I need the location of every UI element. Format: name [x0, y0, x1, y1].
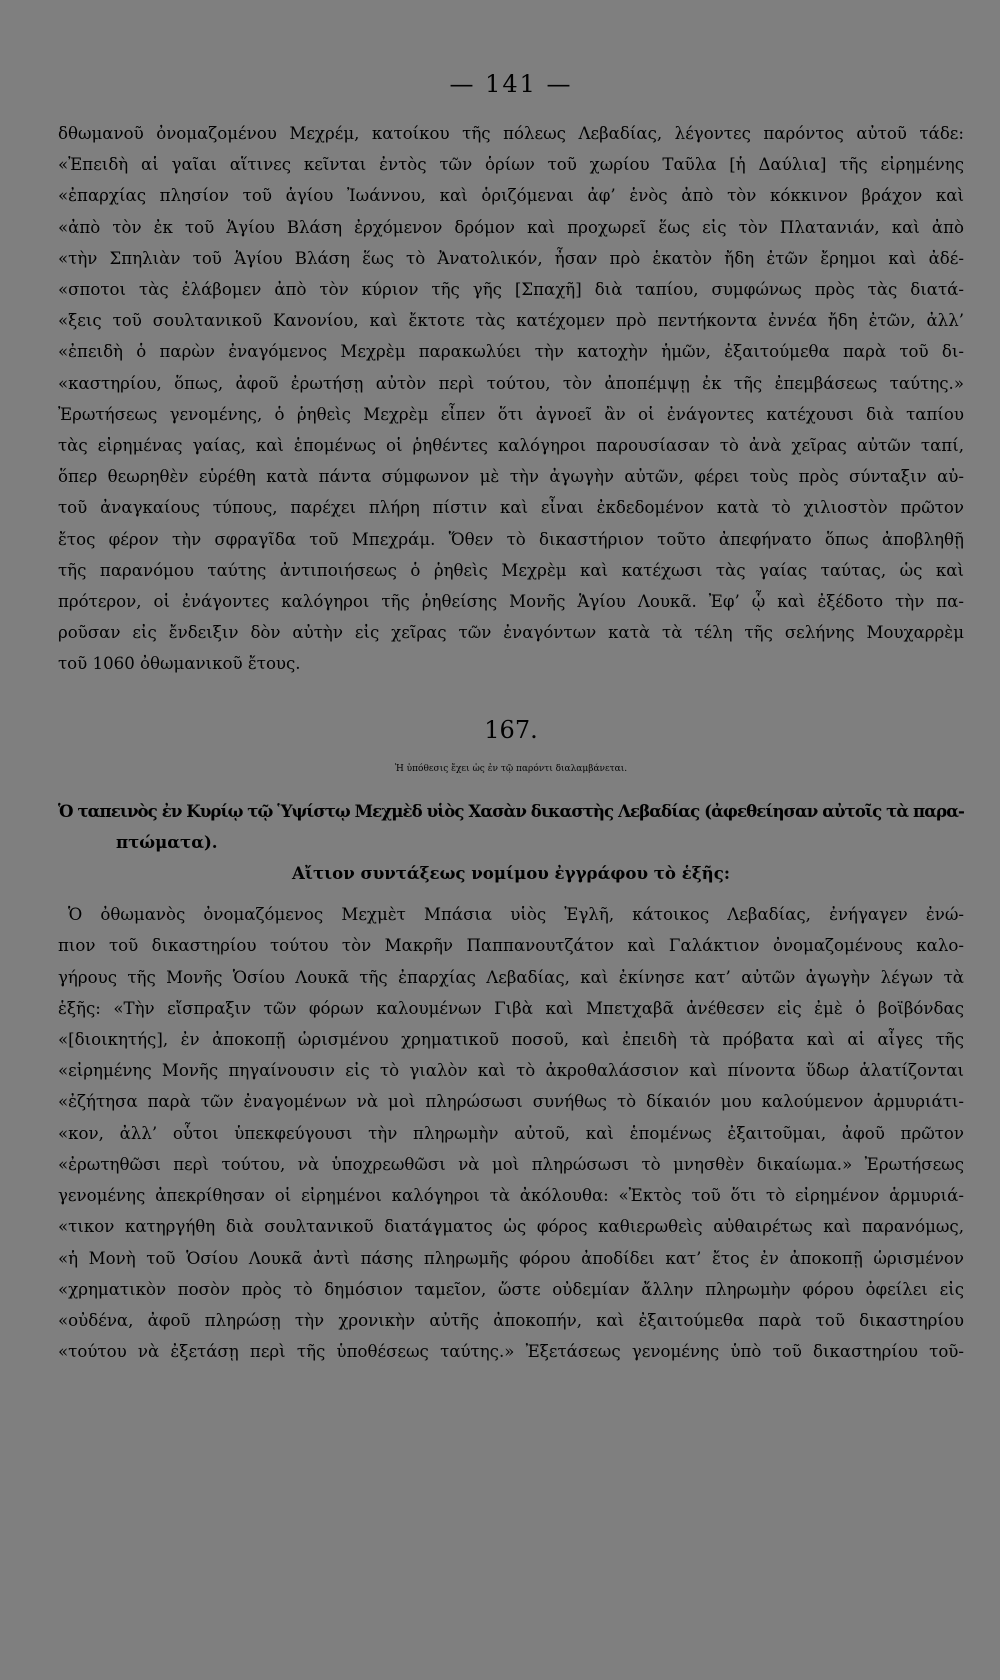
text-line: τοῦ ἀναγκαίους τύπους, παρέχει πλήρη πίστιν καὶ εἶναι ἐκδεδομένον κατὰ τὸ χιλιοστὸν πρῶτον: [58, 498, 964, 518]
text-line: «ἐπειδὴ ὁ παρὼν ἐναγόμενος Μεχρὲμ παρακωλύει τὴν κατοχὴν ἡμῶν, ἐξαιτούμεθα παρὰ τοῦ δι-: [58, 342, 964, 362]
paragraph-1: [58, 118, 964, 680]
text-line: «[διοικητής], ἐν ἀποκοπῇ ὡρισμένου χρηματικοῦ ποσοῦ, καὶ ἐπειδὴ τὰ πρόβατα καὶ αἱ αἶγες τῆς: [58, 1030, 964, 1050]
text-line: «χρηματικὸν ποσὸν πρὸς τὸ δημόσιον ταμεῖον, ὥστε οὐδεμίαν ἄλλην πληρωμὴν φόρου ὀφείλει εἰς: [58, 1279, 964, 1299]
text-line: «ἀπὸ τὸν ἐκ τοῦ Ἁγίου Βλάση ἐρχόμενον δρόμον καὶ προχωρεῖ ἕως εἰς τὸν Πλατανιάν, καὶ ἀπὸ: [58, 217, 964, 237]
text-line: «Ἐπειδὴ αἱ γαῖαι αἵτινες κεῖνται ἐντὸς τῶν ὁρίων τοῦ χωρίου Ταῦλα [ἡ Δαύλια] τῆς εἰρημένης: [58, 155, 964, 175]
text-line: Ὁ ὀθωμανὸς ὀνομαζόμενος Μεχμὲτ Μπάσια υἱὸς Ἐγλῆ, κάτοικος Λεβαδίας, ἐνήγαγεν ἐνώ-: [68, 905, 964, 925]
text-line: «ἡ Μονὴ τοῦ Ὁσίου Λουκᾶ ἀντὶ πάσης πληρωμῆς φόρου ἀποδίδει κατ’ ἔτος ἐν ἀποκοπῇ ὡρισμένον: [58, 1248, 964, 1268]
text-line: «ξεις τοῦ σουλτανικοῦ Κανονίου, καὶ ἔκτοτε τὰς κατέχομεν πρὸ πεντήκοντα ἐννέα ἤδη ἐτῶν, ἀλλ’: [58, 311, 964, 331]
case-note: Ἡ ὑπόθεσις ἔχει ὡς ἐν τῷ παρόντι διαλαμβάνεται.: [394, 763, 628, 774]
text-line: τῆς παρανόμου ταύτης ἀντιποιήσεως ὁ ῥηθεὶς Μεχρὲμ καὶ κατέχωσι τὰς γαίας ταύτας, ὡς καὶ: [58, 560, 964, 580]
text-line: δθωμανοῦ ὀνομαζομένου Μεχρέμ, κατοίκου τῆς πόλεως Λεβαδίας, λέγοντες παρόντος αὐτοῦ τάδε:: [58, 124, 964, 143]
text-line: πρότερον, οἱ ἐνάγοντες καλόγηροι τῆς ῥηθείσης Μονῆς Ἁγίου Λουκᾶ. Ἐφ’ ᾧ καὶ ἐξέδοτο τὴν πα-: [58, 592, 964, 612]
text-line: ἔτος φέρον τὴν σφραγῖδα τοῦ Μπεχράμ. Ὅθεν τὸ δικαστήριον τοῦτο ἀπεφήνατο ὅπως ἀποβληθῇ: [58, 529, 964, 549]
text-line: «κον, ἀλλ’ οὗτοι ὑπεκφεύγουσι τὴν πληρωμὴν αὐτοῦ, καὶ ἑπομένως ἐξαιτοῦμαι, ἀφοῦ πρῶτον: [58, 1123, 964, 1143]
text-line: γήρους τῆς Μονῆς Ὁσίου Λουκᾶ τῆς ἐπαρχίας Λεβαδίας, καὶ ἐκίνησε κατ’ αὐτῶν ἀγωγὴν λέγων τὰ: [58, 967, 964, 987]
text-line: «τικον κατηργήθη διὰ σουλτανικοῦ διατάγματος ὡς φόρος καθιερωθεὶς αὐθαιρέτως καὶ παρανόμως,: [58, 1217, 964, 1237]
paragraph-2: [58, 899, 964, 1367]
text-line: πιον τοῦ δικαστηρίου τούτου τὸν Μακρῆν Παππανουτζάτον καὶ Γαλάκτιον ὀνομαζομένους καλο-: [58, 936, 964, 956]
page-number: — 141 —: [449, 70, 573, 98]
text-line: «εἰρημένης Μονῆς πηγαίνουσιν εἰς τὸ γιαλὸν καὶ τὸ ἀκροθαλάσσιον καὶ πίνοντα ὕδωρ ἁλατίζονται: [58, 1061, 964, 1081]
text-line: «τὴν Σπηλιὰν τοῦ Ἁγίου Βλάση ἕως τὸ Ἀνατολικόν, ἦσαν πρὸ ἑκατὸν ἤδη ἐτῶν ἔρημοι καὶ ἀδέ-: [58, 248, 964, 268]
text-line: «οὐδένα, ἀφοῦ πληρώσῃ τὴν χρονικὴν αὐτῆς ἀποκοπήν, καὶ ἐξαιτούμεθα παρὰ τοῦ δικαστηρίου: [58, 1310, 964, 1330]
text-line: τοῦ 1060 ὀθωμανικοῦ ἔτους.: [58, 654, 301, 674]
text-line: «ἐπαρχίας πλησίον τοῦ ἁγίου Ἰωάννου, καὶ ὁριζόμεναι ἀφ’ ἑνὸς ἀπὸ τὸν κόκκινον βράχον καὶ: [58, 186, 964, 206]
text-line: «ἐρωτηθῶσι περὶ τούτου, νὰ ὑποχρεωθῶσι νὰ μοὶ πληρώσωσι τὸ μνησθὲν δικαίωμα.» Ἐρωτήσεως: [58, 1154, 964, 1174]
text-line: τὰς εἰρημένας γαίας, καὶ ἑπομένως οἱ ῥηθέντες καλόγηροι παρουσίασαν τὸ ἀνὰ χεῖρας αὐτῶν ταπί,: [58, 436, 964, 456]
text-line: «τούτου νὰ ἐξετάσῃ περὶ τῆς ὑποθέσεως ταύτης.» Ἐξετάσεως γενομένης ὑπὸ τοῦ δικαστηρίου τοῦ-: [58, 1342, 964, 1362]
text-line: «καστηρίου, ὅπως, ἀφοῦ ἐρωτήσῃ αὐτὸν περὶ τούτου, τὸν ἀποπέμψῃ ἐκ τῆς ἐπεμβάσεως ταύτης.»: [58, 373, 964, 393]
text-line: γενομένης ἀπεκρίθησαν οἱ εἰρημένοι καλόγηροι τὰ ἀκόλουθα: «Ἐκτὸς τοῦ ὅτι τὸ εἰρημένον ἁρμυριά-: [58, 1186, 964, 1206]
text-line: «ἐζήτησα παρὰ τῶν ἐναγομένων νὰ μοὶ πληρώσωσι συνήθως τὸ δίκαιόν μου καλούμενον ἁρμυριάτι-: [58, 1092, 964, 1112]
text-line: ἑξῆς: «Τὴν εἴσπραξιν τῶν φόρων καλουμένων Γιβὰ καὶ Μπετχαβᾶ ἀνέθεσεν εἰς ἐμὲ ὁ βοϊβόνδας: [58, 998, 964, 1018]
text-line: Ἐρωτήσεως γενομένης, ὁ ῥηθεὶς Μεχρὲμ εἶπεν ὅτι ἀγνοεῖ ἂν οἱ ἐνάγοντες κατέχουσι διὰ ταπίου: [58, 404, 964, 424]
heading-line: Ὁ ταπεινὸς ἐν Κυρίῳ τῷ Ὑψίστῳ Μεχμὲδ υἱὸς Χασὰν δικαστὴς Λεβαδίας (ἀφεθείησαν αὐτοῖς τὰ παρα-: [58, 800, 964, 821]
document-number: 167.: [484, 715, 538, 744]
text-line: ροῦσαν εἰς ἔνδειξιν δὸν αὐτὴν εἰς χεῖρας τῶν ἐναγόντων κατὰ τὰ τέλη τῆς σελήνης Μουχαρρὲμ: [58, 623, 964, 643]
text-line: ὅπερ θεωρηθὲν εὑρέθη κατὰ πάντα σύμφωνον μὲ τὴν ἀγωγὴν αὐτῶν, φέρει τοὺς πρὸς σύνταξιν αὐ-: [58, 467, 964, 487]
text-line: «σποτοι τὰς ἐλάβομεν ἀπὸ τὸν κύριον τῆς γῆς [Σπαχῆ] διὰ ταπίου, συμφώνως πρὸς τὰς διατά-: [58, 280, 964, 300]
heading-line: πτώματα).: [116, 831, 218, 852]
heading: [58, 796, 964, 890]
subheading: Αἴτιον συντάξεως νομίμου ἐγγράφου τὸ ἑξῆς:: [292, 863, 730, 884]
